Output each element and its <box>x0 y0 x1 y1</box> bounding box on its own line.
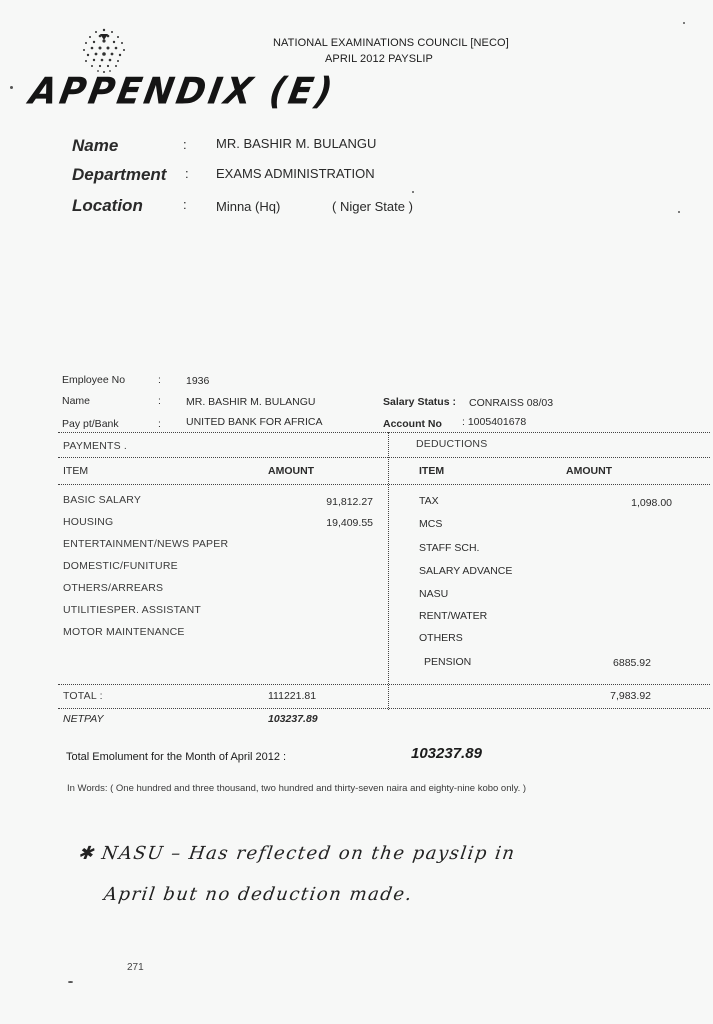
emolument-label: Total Emolument for the Month of April 2012 : <box>66 751 287 763</box>
payment-item-label: BASIC SALARY <box>63 494 142 506</box>
amount-in-words: In Words: ( One hundred and three thousand, two hundred and thirty-seven naira and eighty-nine kobo only. ) <box>67 783 527 794</box>
deductions-amount-header: AMOUNT <box>566 465 613 477</box>
bank-colon: : <box>158 418 161 430</box>
handwritten-note-line2: April but no deduction made. <box>102 884 415 905</box>
appendix-title: APPENDIX (E) <box>26 71 339 113</box>
table-rule-total-top <box>58 684 710 685</box>
deductions-total: 7,983.92 <box>610 690 651 702</box>
deduction-item-label: OTHERS <box>419 632 463 644</box>
emolument-value: 103237.89 <box>411 745 482 762</box>
payment-item-amount: 19,409.55 <box>326 517 373 529</box>
handwritten-note-line1: ✱ NASU – Has reflected on the payslip in <box>76 843 518 864</box>
employee-no-colon: : <box>158 374 161 386</box>
emp-name-label: Name <box>62 395 91 407</box>
table-divider <box>388 432 389 710</box>
payments-section: PAYMENTS . <box>63 440 128 452</box>
payments-total: 111221.81 <box>268 690 317 702</box>
payments-amount-header: AMOUNT <box>268 465 315 477</box>
bank-label: Pay pt/Bank <box>62 418 119 430</box>
emp-name-colon: : <box>158 395 161 407</box>
department-colon: : <box>185 166 189 181</box>
payment-item-label: HOUSING <box>63 516 114 528</box>
page-number: 271 <box>127 962 144 973</box>
deduction-item-label: STAFF SCH. <box>419 542 480 554</box>
location-label: Location <box>72 196 143 215</box>
netpay-label: NETPAY <box>63 713 104 725</box>
account-value: : 1005401678 <box>462 416 527 428</box>
employee-no-label: Employee No <box>62 374 126 386</box>
location-value: Minna (Hq) <box>216 199 281 214</box>
deduction-item-label: TAX <box>419 495 439 507</box>
scan-speck <box>678 211 680 213</box>
deduction-item-label: PENSION <box>424 656 472 668</box>
name-colon: : <box>183 137 187 152</box>
scan-speck <box>412 191 414 193</box>
salary-status-value: CONRAISS 08/03 <box>469 397 554 409</box>
deduction-item-label: SALARY ADVANCE <box>419 565 513 577</box>
name-label: Name <box>72 136 119 155</box>
table-rule-header <box>58 484 710 485</box>
deduction-item-amount: 1,098.00 <box>631 497 672 509</box>
org-title: NATIONAL EXAMINATIONS COUNCIL [NECO] <box>273 37 509 49</box>
netpay-value: 103237.89 <box>268 713 318 725</box>
department-label: Department <box>72 165 167 184</box>
bank-value: UNITED BANK FOR AFRICA <box>186 416 323 428</box>
payment-item-label: UTILITIESPER. ASSISTANT <box>63 604 202 616</box>
total-label: TOTAL : <box>63 690 103 702</box>
payments-item-header: ITEM <box>63 465 89 477</box>
salary-status-label: Salary Status : <box>383 396 456 408</box>
deduction-item-label: MCS <box>419 518 443 530</box>
name-value: MR. BASHIR M. BULANGU <box>216 136 377 151</box>
emp-name-value: MR. BASHIR M. BULANGU <box>186 396 316 408</box>
neco-logo <box>72 24 136 76</box>
payment-item-label: OTHERS/ARREARS <box>63 582 164 594</box>
deduction-item-amount: 6885.92 <box>613 657 651 669</box>
payment-item-label: MOTOR MAINTENANCE <box>63 626 185 638</box>
payslip-subtitle: APRIL 2012 PAYSLIP <box>325 53 433 65</box>
table-rule-top <box>58 432 710 433</box>
location-state: ( Niger State ) <box>332 199 413 214</box>
scan-speck <box>10 86 13 89</box>
payment-item-amount: 91,812.27 <box>326 496 373 508</box>
scan-speck <box>683 22 685 24</box>
payment-item-label: ENTERTAINMENT/NEWS PAPER <box>63 538 229 550</box>
department-value: EXAMS ADMINISTRATION <box>216 166 375 181</box>
deductions-item-header: ITEM <box>419 465 445 477</box>
location-colon: : <box>183 197 187 212</box>
deduction-item-label: RENT/WATER <box>419 610 488 622</box>
deduction-item-label: NASU <box>419 588 449 600</box>
employee-no-value: 1936 <box>186 375 210 387</box>
account-label: Account No <box>383 418 442 430</box>
table-rule-section <box>58 457 710 458</box>
deductions-section: DEDUCTIONS <box>416 438 488 450</box>
table-rule-total-bottom <box>58 708 710 709</box>
payment-item-label: DOMESTIC/FUNITURE <box>63 560 178 572</box>
scan-speck <box>68 981 73 983</box>
